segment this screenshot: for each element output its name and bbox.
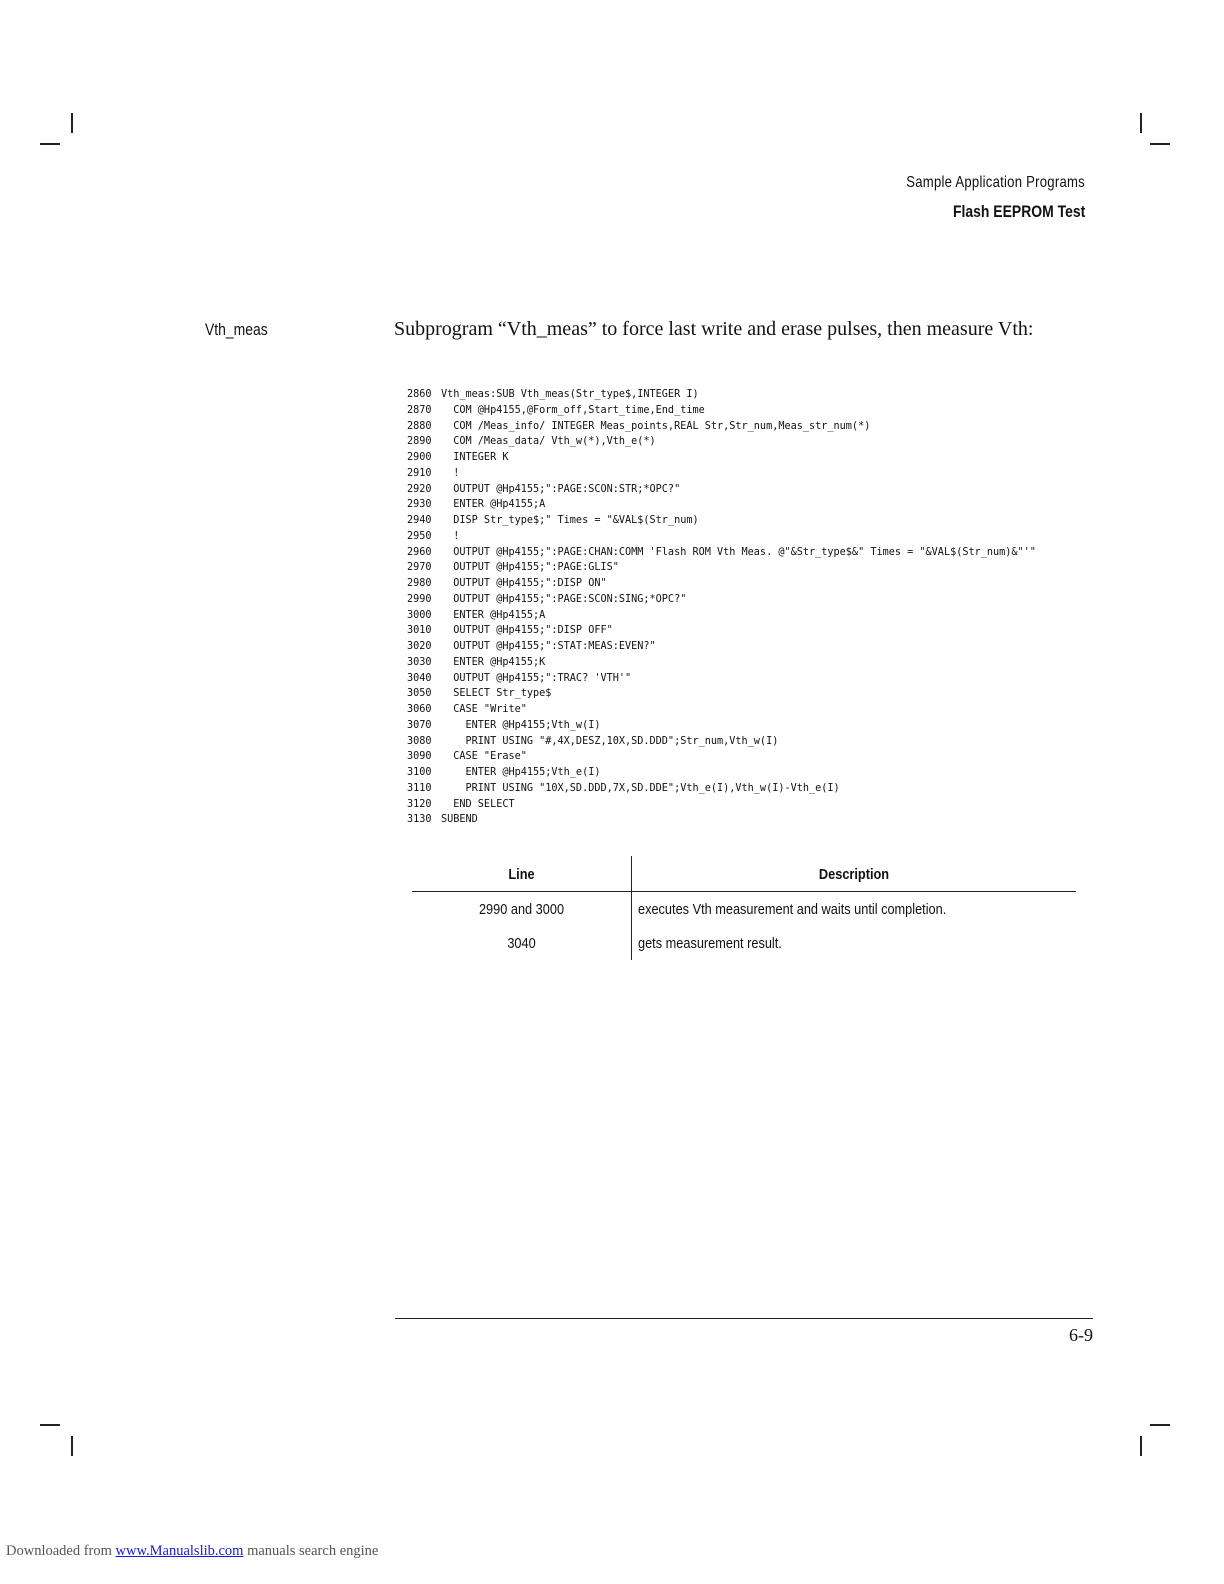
code-line-text: ! xyxy=(441,467,460,479)
code-line-number: 3070 xyxy=(407,719,432,731)
code-line-number: 3080 xyxy=(407,735,432,747)
code-line-text: OUTPUT @Hp4155;":STAT:MEAS:EVEN?" xyxy=(441,641,656,652)
code-line-text: COM /Meas_info/ INTEGER Meas_points,REAL Str,Str_num,Meas_str_num(*) xyxy=(441,420,871,432)
code-line xyxy=(407,434,1107,450)
table-row-2-line: 3040 xyxy=(507,935,536,952)
code-line-text: CASE "Write" xyxy=(441,704,527,715)
code-line-number: 3090 xyxy=(407,751,432,763)
crop-mark-bottom-left-h xyxy=(40,1424,60,1426)
code-line xyxy=(407,545,1107,561)
code-line xyxy=(407,686,1107,702)
code-line xyxy=(407,450,1107,466)
code-line-text: PRINT USING "10X,SD.DDD,7X,SD.DDE";Vth_e(I),Vth_w(I)-Vth_e(I) xyxy=(441,782,840,794)
code-line-text: OUTPUT @Hp4155;":TRAC? 'VTH'" xyxy=(441,672,632,684)
page-number: 6-9 xyxy=(1069,1325,1093,1345)
code-line-number: 3110 xyxy=(407,782,432,794)
code-line-text: OUTPUT @Hp4155;":PAGE:SCON:SING;*OPC?" xyxy=(441,593,687,605)
code-line-number: 3020 xyxy=(407,641,432,652)
crop-mark-bottom-right-v xyxy=(1140,1436,1142,1456)
side-heading: Vth_meas xyxy=(205,320,268,339)
code-line xyxy=(407,576,1107,592)
code-line xyxy=(407,639,1107,655)
code-line-text: SUBEND xyxy=(441,814,478,826)
crop-mark-bottom-left-v xyxy=(71,1436,73,1456)
code-line-number: 3130 xyxy=(407,814,432,826)
code-line-number: 2980 xyxy=(407,578,432,589)
code-line-text: OUTPUT @Hp4155;":DISP OFF" xyxy=(441,625,613,637)
download-prefix: Downloaded from xyxy=(6,1543,112,1559)
code-line-number: 3050 xyxy=(407,688,432,700)
code-line xyxy=(407,513,1107,529)
code-line-number: 2890 xyxy=(407,436,432,448)
table-header-rule xyxy=(412,891,1076,892)
code-line xyxy=(407,608,1107,624)
code-line xyxy=(407,765,1107,781)
code-line xyxy=(407,623,1107,639)
code-line-number: 3120 xyxy=(407,798,432,810)
crop-mark-top-left-v xyxy=(71,113,73,133)
code-line xyxy=(407,387,1107,403)
table-row-1-description: executes Vth measurement and waits until completion. xyxy=(638,901,947,918)
code-line xyxy=(407,403,1107,419)
code-line xyxy=(407,671,1107,687)
table-column-divider xyxy=(631,856,632,960)
code-line xyxy=(407,655,1107,671)
code-line xyxy=(407,734,1107,750)
code-line-text: ENTER @Hp4155;K xyxy=(441,656,546,668)
code-line xyxy=(407,529,1107,545)
code-line-text: END SELECT xyxy=(441,798,515,810)
code-line xyxy=(407,560,1107,576)
download-notice xyxy=(6,1543,378,1560)
code-line-text: INTEGER K xyxy=(441,452,509,463)
code-line xyxy=(407,419,1107,435)
table-header-line: Line xyxy=(508,866,535,883)
code-line-text: ENTER @Hp4155;A xyxy=(441,499,546,511)
running-header-chapter: Sample Application Programs xyxy=(906,174,1085,191)
code-line-text: ! xyxy=(441,530,460,542)
code-line-text: CASE "Erase" xyxy=(441,751,527,763)
code-line xyxy=(407,592,1107,608)
code-line xyxy=(407,812,1107,828)
running-header-section: Flash EEPROM Test xyxy=(952,202,1085,221)
code-line-number: 3040 xyxy=(407,672,432,684)
code-line-number: 3010 xyxy=(407,625,432,637)
code-line-number: 2900 xyxy=(407,452,432,463)
code-line-text: ENTER @Hp4155;A xyxy=(441,609,546,621)
code-line-number: 2910 xyxy=(407,467,432,479)
code-line-number: 2960 xyxy=(407,546,432,558)
code-line xyxy=(407,702,1107,718)
code-line xyxy=(407,718,1107,734)
code-line-text: COM @Hp4155,@Form_off,Start_time,End_time xyxy=(441,404,705,416)
crop-mark-top-right-v xyxy=(1140,113,1142,133)
code-line-text: PRINT USING "#,4X,DESZ,10X,SD.DDD";Str_num,Vth_w(I) xyxy=(441,735,779,747)
footer-rule xyxy=(395,1318,1093,1319)
code-line-text: OUTPUT @Hp4155;":PAGE:CHAN:COMM 'Flash ROM Vth Meas. @"&Str_type$&" Times = "&VAL$(Str_num)&"'" xyxy=(441,546,1036,558)
code-line-number: 2940 xyxy=(407,515,432,526)
code-line-text: Vth_meas:SUB Vth_meas(Str_type$,INTEGER I) xyxy=(441,389,699,400)
code-line xyxy=(407,466,1107,482)
crop-mark-bottom-right-h xyxy=(1150,1424,1170,1426)
download-suffix: manuals search engine xyxy=(247,1543,379,1559)
code-line-text: SELECT Str_type$ xyxy=(441,688,552,700)
code-listing xyxy=(407,387,1107,828)
code-line-number: 3060 xyxy=(407,704,432,715)
code-line-number: 2930 xyxy=(407,499,432,511)
code-line-number: 3000 xyxy=(407,609,432,621)
code-line-number: 2860 xyxy=(407,389,432,400)
code-line-text: OUTPUT @Hp4155;":PAGE:GLIS" xyxy=(441,562,619,574)
code-line-text: ENTER @Hp4155;Vth_e(I) xyxy=(441,767,601,778)
code-line-number: 2920 xyxy=(407,483,432,495)
intro-paragraph: Subprogram “Vth_meas” to force last write and erase pulses, then measure Vth: xyxy=(394,318,1034,340)
crop-mark-top-right-h xyxy=(1150,143,1170,145)
code-line-number: 3030 xyxy=(407,656,432,668)
table-header-description: Description xyxy=(818,866,890,883)
table-row-2-description: gets measurement result. xyxy=(638,935,782,952)
crop-mark-top-left-h xyxy=(40,143,60,145)
code-line-number: 2870 xyxy=(407,404,432,416)
code-line xyxy=(407,497,1107,513)
code-line-text: COM /Meas_data/ Vth_w(*),Vth_e(*) xyxy=(441,436,656,448)
table-row-1-line: 2990 and 3000 xyxy=(478,901,565,918)
manualslib-link[interactable]: www.Manualslib.com xyxy=(115,1543,244,1559)
code-line-text: DISP Str_type$;" Times = "&VAL$(Str_num) xyxy=(441,515,699,526)
code-line-number: 2970 xyxy=(407,562,432,574)
code-line-text: ENTER @Hp4155;Vth_w(I) xyxy=(441,719,601,731)
code-line xyxy=(407,482,1107,498)
code-line-number: 2990 xyxy=(407,593,432,605)
code-line-text: OUTPUT @Hp4155;":PAGE:SCON:STR;*OPC?" xyxy=(441,483,681,495)
code-line-text: OUTPUT @Hp4155;":DISP ON" xyxy=(441,578,607,589)
code-line xyxy=(407,781,1107,797)
code-line-number: 3100 xyxy=(407,767,432,778)
code-line xyxy=(407,797,1107,813)
code-line-number: 2880 xyxy=(407,420,432,432)
code-line-number: 2950 xyxy=(407,530,432,542)
code-line xyxy=(407,749,1107,765)
